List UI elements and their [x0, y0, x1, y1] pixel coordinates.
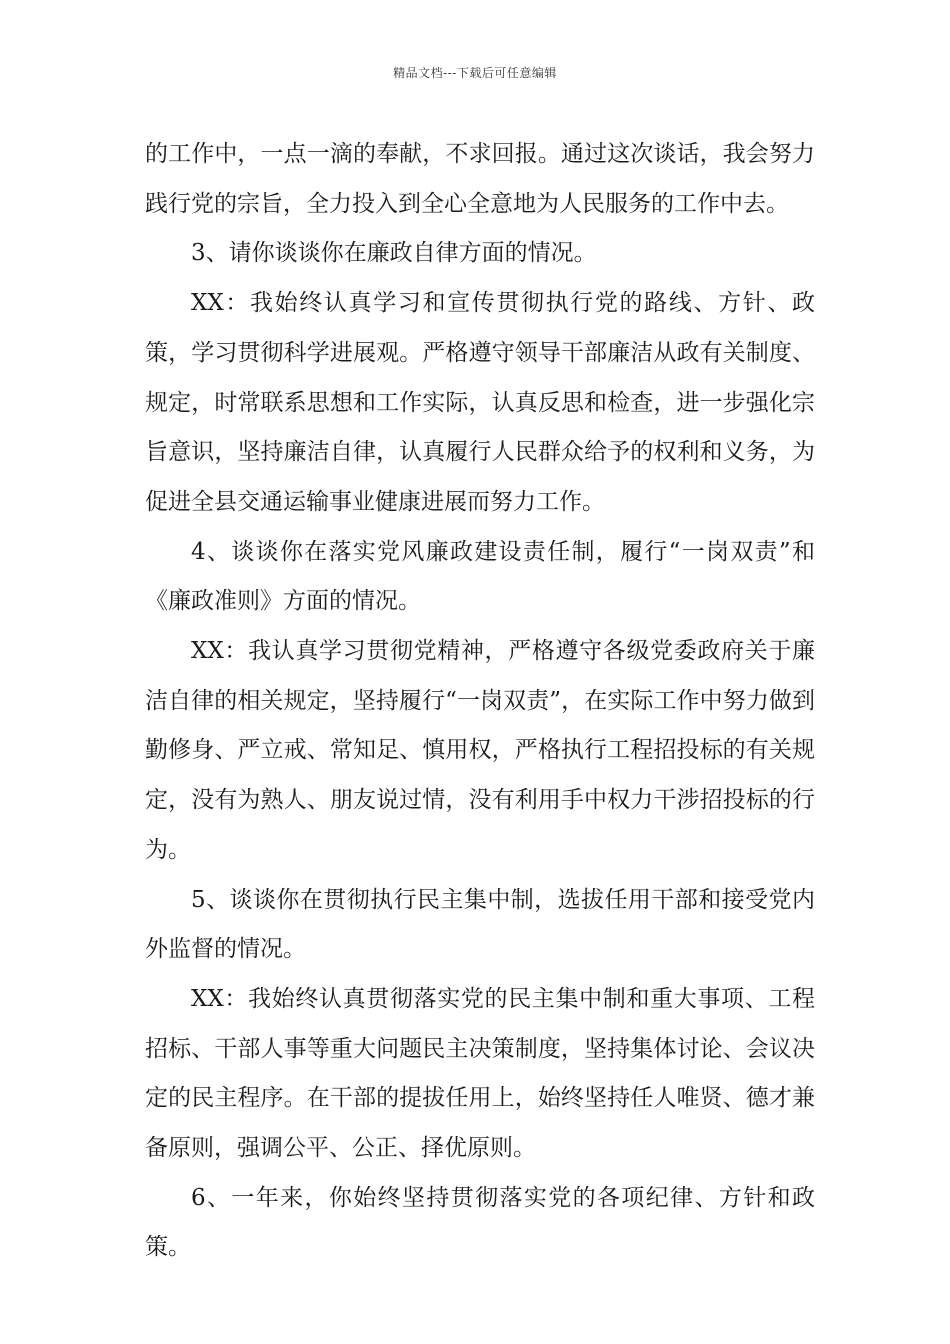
question-5: 5、谈谈你在贯彻执行民主集中制，选拔任用干部和接受党内外监督的情况。 [145, 886, 815, 963]
document-body [145, 130, 815, 1273]
answer-4: XX：我认真学习贯彻党精神，严格遵守各级党委政府关于廉洁自律的相关规定，坚持履行“一岗双责”，在实际工作中努力做到勤修身、严立戒、常知足、慎用权，严格执行工程招投标的有关规定，没有为熟人、朋友说过情，没有利用手中权力干涉招投标的行为。 [145, 638, 815, 863]
page-header: 精品文档---下载后可任意编辑 [393, 66, 557, 80]
paragraph-continuation: 的工作中，一点一滴的奉献，不求回报。通过这次谈话，我会努力践行党的宗旨，全力投入到全心全意地为人民服务的工作中去。 [145, 141, 815, 217]
question-4: 4、谈谈你在落实党风廉政建设责任制，履行“一岗双责”和《廉政准则》方面的情况。 [145, 538, 815, 615]
question-6: 6、一年来，你始终坚持贯彻落实党的各项纪律、方针和政策。 [145, 1184, 815, 1261]
answer-5: XX：我始终认真贯彻落实党的民主集中制和重大事项、工程招标、干部人事等重大问题民主决策制度，坚持集体讨论、会议决定的民主程序。在干部的提拔任用上，始终坚持任人唯贤、德才兼备原则，强调公平、公正、择优原则。 [145, 985, 815, 1162]
question-3: 3、请你谈谈你在廉政自律方面的情况。 [191, 240, 597, 267]
answer-3: XX：我始终认真学习和宣传贯彻执行党的路线、方针、政策，学习贯彻科学进展观。严格遵守领导干部廉洁从政有关制度、规定，时常联系思想和工作实际，认真反思和检查，进一步强化宗旨意识，坚持廉洁自律，认真履行人民群众给予的权利和义务，为促进全县交通运输事业健康进展而努力工作。 [145, 290, 815, 515]
